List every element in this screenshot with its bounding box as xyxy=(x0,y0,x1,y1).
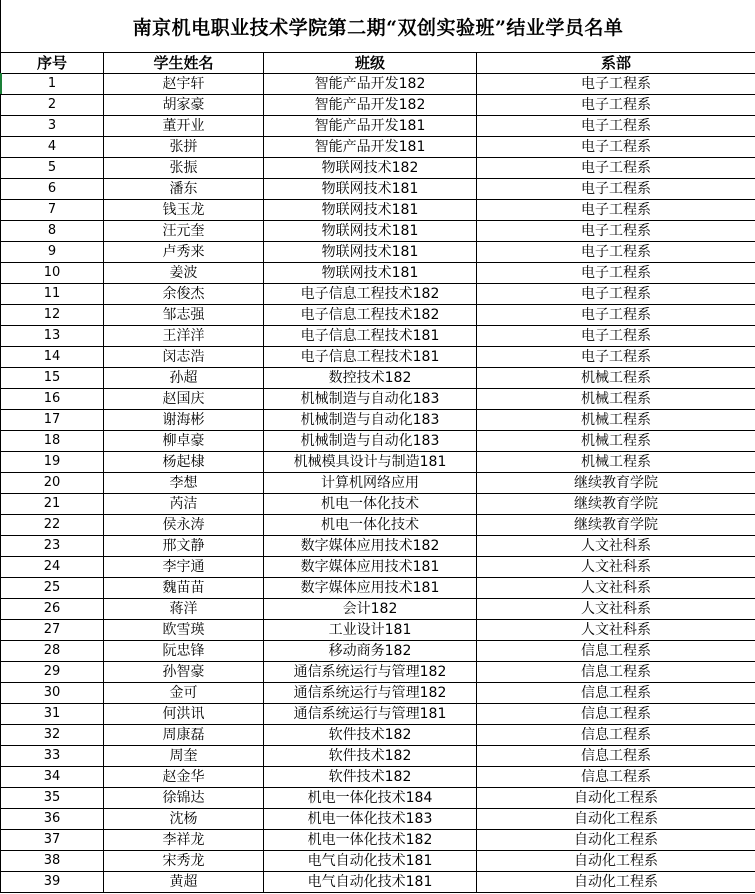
table-row xyxy=(1,326,755,347)
table-row xyxy=(1,725,755,746)
cell-student-name[interactable]: 赵国庆 xyxy=(104,389,264,410)
cell-department[interactable]: 机械工程系 xyxy=(477,368,755,389)
table-row xyxy=(1,830,755,851)
cell-class[interactable]: 通信系统运行与管理181 xyxy=(264,704,477,725)
cell-no[interactable]: 29 xyxy=(1,662,104,683)
table-row xyxy=(1,221,755,242)
cell-department[interactable]: 电子工程系 xyxy=(477,74,755,95)
cell-no[interactable]: 28 xyxy=(1,641,104,662)
table-row xyxy=(1,95,755,116)
table-row xyxy=(1,137,755,158)
cell-student-name[interactable]: 姜波 xyxy=(104,263,264,284)
cell-no[interactable]: 1 xyxy=(1,74,104,95)
cell-no[interactable]: 4 xyxy=(1,137,104,158)
cell-no[interactable]: 17 xyxy=(1,410,104,431)
cell-department[interactable]: 电子工程系 xyxy=(477,137,755,158)
cell-no[interactable]: 14 xyxy=(1,347,104,368)
cell-student-name[interactable]: 金可 xyxy=(104,683,264,704)
cell-student-name[interactable]: 谢海彬 xyxy=(104,410,264,431)
cell-no[interactable]: 38 xyxy=(1,851,104,872)
cell-department[interactable]: 信息工程系 xyxy=(477,704,755,725)
cell-no[interactable]: 19 xyxy=(1,452,104,473)
cell-class[interactable]: 物联网技术181 xyxy=(264,242,477,263)
cell-no[interactable]: 26 xyxy=(1,599,104,620)
cell-student-name[interactable]: 宋秀龙 xyxy=(104,851,264,872)
table-row xyxy=(1,263,755,284)
cell-no[interactable]: 33 xyxy=(1,746,104,767)
cell-class[interactable]: 通信系统运行与管理182 xyxy=(264,662,477,683)
cell-department[interactable]: 机械工程系 xyxy=(477,452,755,473)
cell-class[interactable]: 电子信息工程技术181 xyxy=(264,326,477,347)
table-row xyxy=(1,494,755,515)
header-cell-class[interactable]: 班级 xyxy=(264,53,477,74)
table-row xyxy=(1,536,755,557)
cell-no[interactable]: 39 xyxy=(1,872,104,893)
table-row xyxy=(1,578,755,599)
cell-no[interactable]: 11 xyxy=(1,284,104,305)
cell-department[interactable]: 电子工程系 xyxy=(477,326,755,347)
cell-class[interactable]: 数字媒体应用技术181 xyxy=(264,578,477,599)
cell-no[interactable]: 7 xyxy=(1,200,104,221)
cell-student-name[interactable]: 闵志浩 xyxy=(104,347,264,368)
header-cell-no[interactable]: 序号 xyxy=(1,53,104,74)
cell-class[interactable]: 物联网技术181 xyxy=(264,263,477,284)
header-cell-dept[interactable]: 系部 xyxy=(477,53,755,74)
cell-student-name[interactable]: 张拼 xyxy=(104,137,264,158)
table-row xyxy=(1,599,755,620)
cell-student-name[interactable]: 周康磊 xyxy=(104,725,264,746)
cell-no[interactable]: 15 xyxy=(1,368,104,389)
cell-department[interactable]: 电子工程系 xyxy=(477,242,755,263)
cell-class[interactable]: 物联网技术181 xyxy=(264,221,477,242)
cell-student-name[interactable]: 魏苗苗 xyxy=(104,578,264,599)
cell-department[interactable]: 自动化工程系 xyxy=(477,872,755,893)
cell-department[interactable]: 继续教育学院 xyxy=(477,473,755,494)
cell-student-name[interactable]: 徐锦达 xyxy=(104,788,264,809)
cell-no[interactable]: 23 xyxy=(1,536,104,557)
cell-class[interactable]: 数字媒体应用技术181 xyxy=(264,557,477,578)
cell-student-name[interactable]: 欧雪瑛 xyxy=(104,620,264,641)
cell-student-name[interactable]: 卢秀来 xyxy=(104,242,264,263)
cell-student-name[interactable]: 黄超 xyxy=(104,872,264,893)
cell-no[interactable]: 3 xyxy=(1,116,104,137)
cell-class[interactable]: 电子信息工程技术182 xyxy=(264,284,477,305)
cell-student-name[interactable]: 柳卓豪 xyxy=(104,431,264,452)
cell-student-name[interactable]: 余俊杰 xyxy=(104,284,264,305)
cell-no[interactable]: 37 xyxy=(1,830,104,851)
cell-class[interactable]: 机电一体化技术183 xyxy=(264,809,477,830)
cell-department[interactable]: 自动化工程系 xyxy=(477,809,755,830)
cell-student-name[interactable]: 潘东 xyxy=(104,179,264,200)
cell-department[interactable]: 人文社科系 xyxy=(477,536,755,557)
cell-class[interactable]: 机械模具设计与制造181 xyxy=(264,452,477,473)
cell-student-name[interactable]: 蒋洋 xyxy=(104,599,264,620)
table-row xyxy=(1,767,755,788)
cell-class[interactable]: 数字媒体应用技术182 xyxy=(264,536,477,557)
cell-department[interactable]: 人文社科系 xyxy=(477,620,755,641)
table-row xyxy=(1,242,755,263)
table-row xyxy=(1,620,755,641)
cell-department[interactable]: 自动化工程系 xyxy=(477,830,755,851)
cell-student-name[interactable]: 杨起棣 xyxy=(104,452,264,473)
cell-department[interactable]: 信息工程系 xyxy=(477,683,755,704)
table-row xyxy=(1,305,755,326)
cell-class[interactable]: 电气自动化技术181 xyxy=(264,872,477,893)
cell-student-name[interactable]: 李宇通 xyxy=(104,557,264,578)
cell-class[interactable]: 软件技术182 xyxy=(264,746,477,767)
cell-department[interactable]: 电子工程系 xyxy=(477,221,755,242)
cell-department[interactable]: 信息工程系 xyxy=(477,725,755,746)
cell-student-name[interactable]: 何洪讯 xyxy=(104,704,264,725)
cell-no[interactable]: 12 xyxy=(1,305,104,326)
table-row xyxy=(1,158,755,179)
cell-class[interactable]: 物联网技术181 xyxy=(264,179,477,200)
cell-no[interactable]: 34 xyxy=(1,767,104,788)
cell-class[interactable]: 智能产品开发181 xyxy=(264,116,477,137)
cell-student-name[interactable]: 沈杨 xyxy=(104,809,264,830)
cell-no[interactable]: 18 xyxy=(1,431,104,452)
cell-department[interactable]: 继续教育学院 xyxy=(477,515,755,536)
cell-department[interactable]: 继续教育学院 xyxy=(477,494,755,515)
table-row xyxy=(1,452,755,473)
sheet-title: 南京机电职业技术学院第二期“双创实验班”结业学员名单 xyxy=(132,16,624,39)
cell-student-name[interactable]: 李想 xyxy=(104,473,264,494)
cell-no[interactable]: 22 xyxy=(1,515,104,536)
table-row xyxy=(1,431,755,452)
table-row xyxy=(1,473,755,494)
cell-student-name[interactable]: 汪元奎 xyxy=(104,221,264,242)
table-row xyxy=(1,368,755,389)
selected-cell-indicator xyxy=(0,73,2,94)
cell-student-name[interactable]: 王洋洋 xyxy=(104,326,264,347)
cell-no[interactable]: 6 xyxy=(1,179,104,200)
table-row xyxy=(1,200,755,221)
cell-department[interactable]: 电子工程系 xyxy=(477,179,755,200)
cell-no[interactable]: 25 xyxy=(1,578,104,599)
header-cell-name[interactable]: 学生姓名 xyxy=(104,53,264,74)
cell-no[interactable]: 31 xyxy=(1,704,104,725)
cell-department[interactable]: 机械工程系 xyxy=(477,431,755,452)
cell-department[interactable]: 电子工程系 xyxy=(477,305,755,326)
cell-class[interactable]: 电气自动化技术181 xyxy=(264,851,477,872)
table-row xyxy=(1,851,755,872)
cell-class[interactable]: 通信系统运行与管理182 xyxy=(264,683,477,704)
table-row xyxy=(1,662,755,683)
cell-department[interactable]: 电子工程系 xyxy=(477,116,755,137)
cell-class[interactable]: 计算机网络应用 xyxy=(264,473,477,494)
cell-class[interactable]: 机电一体化技术182 xyxy=(264,830,477,851)
cell-student-name[interactable]: 董开业 xyxy=(104,116,264,137)
cell-class[interactable]: 机械制造与自动化183 xyxy=(264,389,477,410)
cell-department[interactable]: 机械工程系 xyxy=(477,410,755,431)
cell-department[interactable]: 信息工程系 xyxy=(477,641,755,662)
cell-no[interactable]: 36 xyxy=(1,809,104,830)
roster-table xyxy=(0,52,755,893)
cell-department[interactable]: 人文社科系 xyxy=(477,578,755,599)
cell-student-name[interactable]: 赵金华 xyxy=(104,767,264,788)
cell-class[interactable]: 会计182 xyxy=(264,599,477,620)
cell-class[interactable]: 软件技术182 xyxy=(264,767,477,788)
table-row xyxy=(1,389,755,410)
cell-class[interactable]: 机电一体化技术 xyxy=(264,515,477,536)
cell-no[interactable]: 10 xyxy=(1,263,104,284)
cell-no[interactable]: 13 xyxy=(1,326,104,347)
cell-no[interactable]: 27 xyxy=(1,620,104,641)
cell-class[interactable]: 机电一体化技术 xyxy=(264,494,477,515)
cell-student-name[interactable]: 邹志强 xyxy=(104,305,264,326)
cell-no[interactable]: 32 xyxy=(1,725,104,746)
cell-no[interactable]: 16 xyxy=(1,389,104,410)
cell-student-name[interactable]: 赵宇轩 xyxy=(104,74,264,95)
table-row xyxy=(1,683,755,704)
cell-class[interactable]: 机械制造与自动化183 xyxy=(264,431,477,452)
cell-student-name[interactable]: 阮忠锋 xyxy=(104,641,264,662)
cell-class[interactable]: 物联网技术182 xyxy=(264,158,477,179)
header-row xyxy=(1,53,755,74)
cell-department[interactable]: 人文社科系 xyxy=(477,599,755,620)
roster-body xyxy=(1,74,755,893)
cell-student-name[interactable]: 孙智豪 xyxy=(104,662,264,683)
cell-class[interactable]: 数控技术182 xyxy=(264,368,477,389)
table-row xyxy=(1,74,755,95)
table-row xyxy=(1,410,755,431)
table-row xyxy=(1,515,755,536)
cell-class[interactable]: 电子信息工程技术181 xyxy=(264,347,477,368)
cell-student-name[interactable]: 钱玉龙 xyxy=(104,200,264,221)
cell-class[interactable]: 机械制造与自动化183 xyxy=(264,410,477,431)
cell-student-name[interactable]: 李祥龙 xyxy=(104,830,264,851)
cell-student-name[interactable]: 张振 xyxy=(104,158,264,179)
title-row[interactable] xyxy=(0,0,755,52)
cell-department[interactable]: 机械工程系 xyxy=(477,389,755,410)
cell-class[interactable]: 移动商务182 xyxy=(264,641,477,662)
table-row xyxy=(1,179,755,200)
cell-class[interactable]: 物联网技术181 xyxy=(264,200,477,221)
cell-student-name[interactable]: 胡家豪 xyxy=(104,95,264,116)
cell-department[interactable]: 自动化工程系 xyxy=(477,788,755,809)
cell-no[interactable]: 21 xyxy=(1,494,104,515)
cell-department[interactable]: 信息工程系 xyxy=(477,662,755,683)
cell-department[interactable]: 信息工程系 xyxy=(477,767,755,788)
table-row xyxy=(1,704,755,725)
cell-no[interactable]: 35 xyxy=(1,788,104,809)
cell-class[interactable]: 智能产品开发182 xyxy=(264,95,477,116)
cell-no[interactable]: 30 xyxy=(1,683,104,704)
table-row xyxy=(1,641,755,662)
cell-class[interactable]: 软件技术182 xyxy=(264,725,477,746)
cell-department[interactable]: 电子工程系 xyxy=(477,200,755,221)
table-row xyxy=(1,872,755,893)
cell-class[interactable]: 智能产品开发182 xyxy=(264,74,477,95)
table-row xyxy=(1,746,755,767)
table-row xyxy=(1,284,755,305)
table-row xyxy=(1,347,755,368)
cell-department[interactable]: 信息工程系 xyxy=(477,746,755,767)
cell-department[interactable]: 电子工程系 xyxy=(477,95,755,116)
cell-department[interactable]: 人文社科系 xyxy=(477,557,755,578)
cell-class[interactable]: 智能产品开发181 xyxy=(264,137,477,158)
cell-no[interactable]: 2 xyxy=(1,95,104,116)
cell-department[interactable]: 电子工程系 xyxy=(477,347,755,368)
cell-student-name[interactable]: 侯永涛 xyxy=(104,515,264,536)
cell-no[interactable]: 20 xyxy=(1,473,104,494)
cell-class[interactable]: 工业设计181 xyxy=(264,620,477,641)
table-row xyxy=(1,809,755,830)
cell-student-name[interactable]: 孙超 xyxy=(104,368,264,389)
table-row xyxy=(1,788,755,809)
cell-no[interactable]: 5 xyxy=(1,158,104,179)
cell-department[interactable]: 自动化工程系 xyxy=(477,851,755,872)
table-row xyxy=(1,557,755,578)
cell-no[interactable]: 24 xyxy=(1,557,104,578)
cell-student-name[interactable]: 周奎 xyxy=(104,746,264,767)
cell-no[interactable]: 9 xyxy=(1,242,104,263)
cell-class[interactable]: 机电一体化技术184 xyxy=(264,788,477,809)
cell-department[interactable]: 电子工程系 xyxy=(477,284,755,305)
cell-no[interactable]: 8 xyxy=(1,221,104,242)
cell-student-name[interactable]: 芮洁 xyxy=(104,494,264,515)
table-row xyxy=(1,116,755,137)
cell-department[interactable]: 电子工程系 xyxy=(477,158,755,179)
cell-department[interactable]: 电子工程系 xyxy=(477,263,755,284)
cell-student-name[interactable]: 邢文静 xyxy=(104,536,264,557)
cell-class[interactable]: 电子信息工程技术182 xyxy=(264,305,477,326)
